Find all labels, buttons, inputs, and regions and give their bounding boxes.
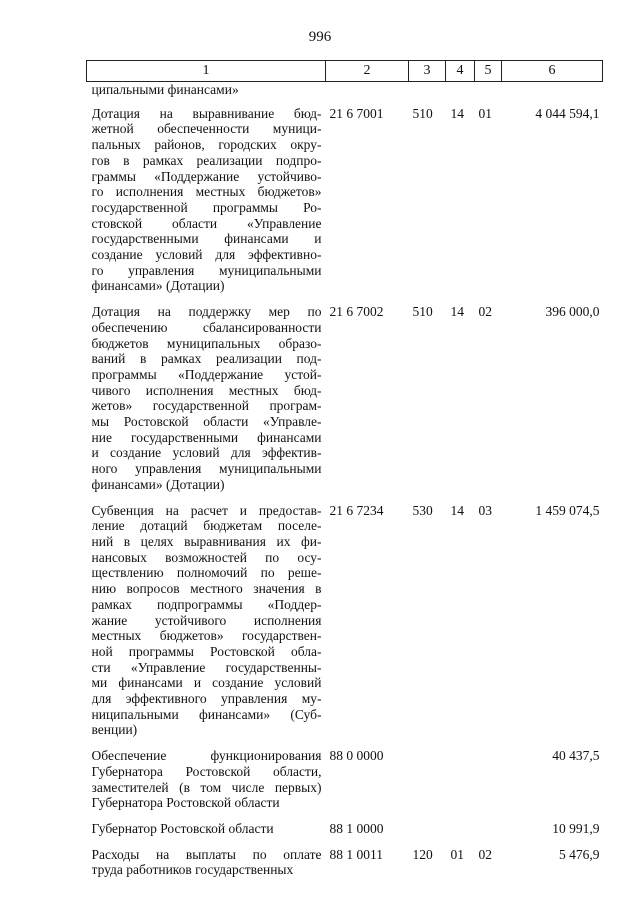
row-description xyxy=(87,738,326,811)
header-col-3: 3 xyxy=(409,61,446,82)
target-article-code: 88 1 0011 xyxy=(329,846,383,862)
header-col-1: 1 xyxy=(87,61,326,82)
expense-type-code xyxy=(409,82,446,99)
section-code xyxy=(446,82,475,99)
budget-table xyxy=(86,60,603,878)
description-line: Субвенция на расчет и предостав- xyxy=(91,502,322,518)
subsection-code: 02 xyxy=(478,846,492,862)
target-article-code: 21 6 7001 xyxy=(329,105,384,121)
description-line: ние государственными финансами xyxy=(91,429,322,445)
section-code: 14 xyxy=(450,105,464,121)
header-col-6: 6 xyxy=(502,61,603,82)
description-line: ной программы Ростовской обла- xyxy=(91,643,322,659)
expense-type-code: 120 xyxy=(412,846,433,862)
description-line: жание устойчивого исполнения xyxy=(91,612,322,628)
table-row xyxy=(87,493,603,739)
amount-value: 4 044 594,1 xyxy=(535,105,600,121)
amount-value: 5 476,9 xyxy=(559,846,600,862)
row-description xyxy=(87,294,326,492)
amount-value: 40 437,5 xyxy=(552,748,600,764)
description-line: программы «Поддержание устой- xyxy=(91,366,322,382)
subsection-code: 03 xyxy=(478,502,492,518)
description-line: труда работников государственных xyxy=(91,862,294,878)
description-line: граммы «Поддержание устойчиво- xyxy=(91,168,322,184)
page-number: 996 xyxy=(308,29,332,45)
section-code xyxy=(446,738,475,811)
description-line: ниципальными финансами» (Суб- xyxy=(91,706,322,722)
description-line: ний в целях выравнивания их фи- xyxy=(91,533,322,549)
description-line: местных бюджетов» государствен- xyxy=(91,628,322,644)
subsection-code xyxy=(475,82,502,99)
header-col-4: 4 xyxy=(446,61,475,82)
description-line: ществлению полномочий по реше- xyxy=(91,565,322,581)
description-line: нансовых возможностей по осу- xyxy=(91,549,322,565)
expense-type-code: 510 xyxy=(412,304,433,320)
subsection-code xyxy=(475,811,502,837)
description-line: Обеспечение функционирования xyxy=(91,748,322,764)
header-row xyxy=(87,61,603,82)
description-line: и создание условий для эффектив- xyxy=(91,445,322,461)
description-line: Дотация на выравнивание бюд- xyxy=(91,105,322,121)
table-body xyxy=(87,82,603,879)
description-line: для эффективного управления му- xyxy=(91,691,322,707)
table-row xyxy=(87,294,603,492)
expense-type-code xyxy=(409,738,446,811)
table-row xyxy=(87,837,603,878)
table-row xyxy=(87,82,603,99)
description-line: гов в рамках реализации подпро- xyxy=(91,152,322,168)
description-line: ного управления муниципальными xyxy=(91,461,322,477)
description-line: обеспечению сбалансированности xyxy=(91,319,322,335)
description-line: Расходы на выплаты по оплате xyxy=(91,846,322,862)
row-description xyxy=(87,493,326,739)
header-col-5: 5 xyxy=(475,61,502,82)
amount-value: 396 000,0 xyxy=(545,304,600,320)
amount-value xyxy=(502,82,603,99)
description-line: жетов» государственной програм- xyxy=(91,398,322,414)
description-line: ление дотаций бюджетам поселе- xyxy=(91,518,322,534)
description-line: Губернатор Ростовской области xyxy=(91,820,274,836)
row-description xyxy=(87,99,326,294)
section-code: 01 xyxy=(450,846,464,862)
subsection-code: 02 xyxy=(478,304,492,320)
row-description xyxy=(87,811,326,837)
description-line: Дотация на поддержку мер по xyxy=(91,304,322,320)
expense-type-code xyxy=(409,811,446,837)
description-line: венции) xyxy=(91,722,138,738)
description-line: го исполнения местных бюджетов» xyxy=(91,184,322,200)
target-article-code: 88 1 0000 xyxy=(329,820,384,836)
section-code: 14 xyxy=(450,304,464,320)
subsection-code xyxy=(475,738,502,811)
amount-value: 1 459 074,5 xyxy=(535,502,600,518)
description-line: Губернатора Ростовской области xyxy=(91,795,280,811)
row-description xyxy=(87,82,326,99)
section-code xyxy=(446,811,475,837)
description-line: государственной программы Ро- xyxy=(91,199,322,215)
description-line: создание условий для эффективно- xyxy=(91,247,322,263)
description-line: мы Ростовской области «Управле- xyxy=(91,414,322,430)
section-code: 14 xyxy=(450,502,464,518)
description-line: ми финансами и создание условий xyxy=(91,675,322,691)
table-row xyxy=(87,99,603,294)
description-line: жетной обеспеченности муници- xyxy=(91,121,322,137)
amount-value: 10 991,9 xyxy=(552,820,600,836)
target-article-code: 88 0 0000 xyxy=(329,748,384,764)
target-article-code: 21 6 7234 xyxy=(329,502,384,518)
description-line: бюджетов муниципальных образо- xyxy=(91,335,322,351)
row-description xyxy=(87,837,326,878)
table-row xyxy=(87,811,603,837)
description-line: чивого исполнения местных бюд- xyxy=(91,382,322,398)
expense-type-code: 510 xyxy=(412,105,433,121)
description-line: финансами» (Дотации) xyxy=(91,476,225,492)
table-header xyxy=(87,61,603,82)
description-line: пальных районов, городских окру- xyxy=(91,137,322,153)
description-line: сти «Управление государственны- xyxy=(91,659,322,675)
description-line: го управления муниципальными xyxy=(91,262,322,278)
description-line: заместителей (в том числе первых) xyxy=(91,779,322,795)
table-row xyxy=(87,738,603,811)
target-article-code xyxy=(326,82,409,99)
description-line: нию вопросов местного значения в xyxy=(91,581,322,597)
description-line: ципальными финансами» xyxy=(91,82,239,97)
header-col-2: 2 xyxy=(326,61,409,82)
description-line: стовской области «Управление xyxy=(91,215,322,231)
description-line: финансами» (Дотации) xyxy=(91,278,225,294)
description-line: ваний в рамках реализации под- xyxy=(91,351,322,367)
description-line: государственными финансами и xyxy=(91,231,322,247)
description-line: рамках подпрограммы «Поддер- xyxy=(91,596,322,612)
description-line: Губернатора Ростовской области, xyxy=(91,763,322,779)
subsection-code: 01 xyxy=(478,105,492,121)
expense-type-code: 530 xyxy=(412,502,433,518)
target-article-code: 21 6 7002 xyxy=(329,304,384,320)
